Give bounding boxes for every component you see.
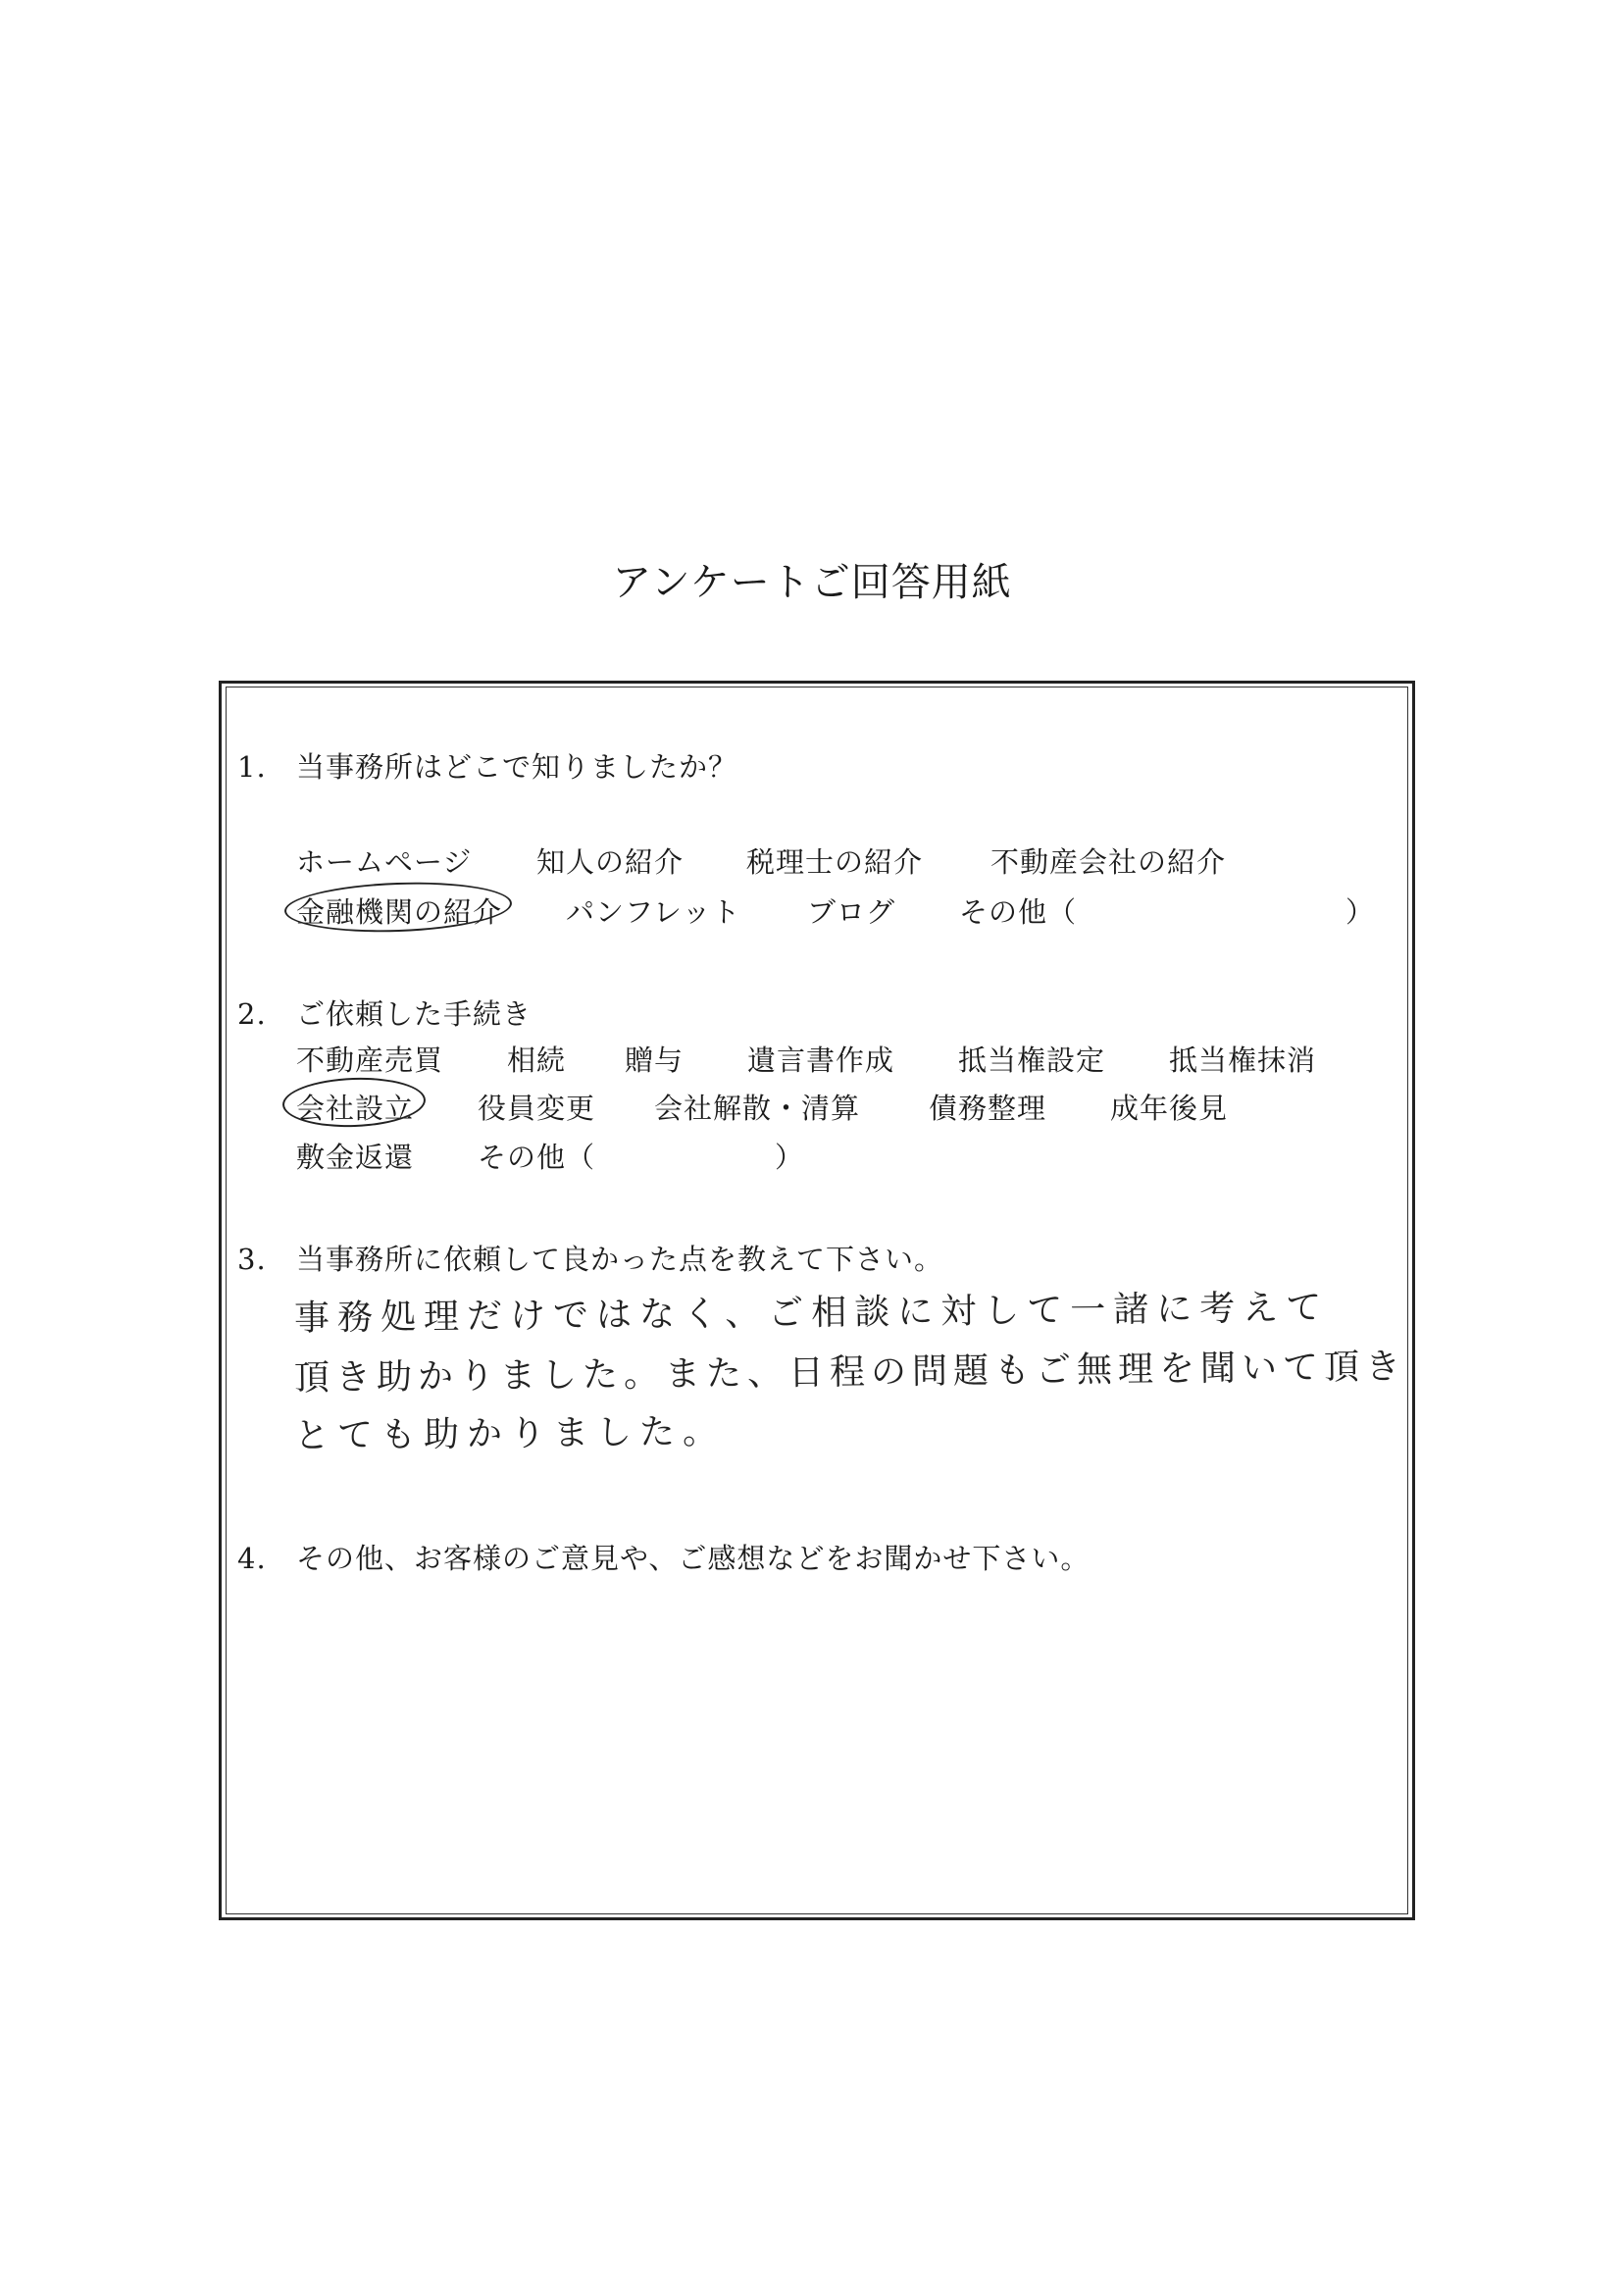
q2-option-debt-settlement[interactable]: 債務整理 [929, 1092, 1047, 1125]
q3-answer-line-1: 事務処理だけではなく、ご相談に対して一諸に考えて [293, 1287, 1330, 1339]
q2-option-dissolution[interactable]: 会社解散・清算 [654, 1092, 861, 1125]
question-3-text: 当事務所に依頼して良かった点を教えて下さい。 [296, 1243, 944, 1276]
q2-option-other[interactable]: その他（ [478, 1141, 596, 1174]
q2-option-inheritance[interactable]: 相続 [507, 1044, 567, 1077]
q1-option-acquaintance[interactable]: 知人の紹介 [536, 845, 685, 879]
q2-option-deposit-return[interactable]: 敷金返還 [296, 1141, 415, 1174]
q2-other-close: ） [775, 1141, 804, 1174]
question-2-text: ご依頼した手続き [296, 997, 533, 1031]
q2-option-officer-change[interactable]: 役員変更 [478, 1092, 596, 1125]
q2-option-mortgage-setting[interactable]: 抵当権設定 [958, 1044, 1106, 1077]
q1-option-pamphlet[interactable]: パンフレット [566, 895, 741, 929]
q2-option-gift[interactable]: 贈与 [625, 1044, 685, 1077]
q1-option-blog[interactable]: ブログ [807, 895, 896, 929]
q2-option-real-estate-sale[interactable]: 不動産売買 [296, 1044, 444, 1077]
q1-option-financial-institution[interactable]: 金融機関の紹介 [296, 895, 503, 929]
question-4-text: その他、お客様のご意見や、ご感想などをお聞かせ下さい。 [296, 1542, 1091, 1575]
q1-option-other[interactable]: その他（ [959, 895, 1078, 929]
q3-answer-line-2: 頂き助かりました。また、日程の問題もご無理を聞いて頂き [293, 1347, 1407, 1399]
question-2-number: 2. [237, 997, 267, 1031]
q2-option-company-establishment[interactable]: 会社設立 [296, 1092, 415, 1125]
question-4 [237, 1537, 1090, 1577]
question-2 [237, 993, 532, 1033]
q1-other-close: ） [1345, 895, 1375, 929]
q1-option-tax-accountant[interactable]: 税理士の紹介 [746, 845, 924, 879]
q2-option-will[interactable]: 遺言書作成 [747, 1044, 895, 1077]
q2-option-guardianship[interactable]: 成年後見 [1110, 1092, 1229, 1125]
q1-option-real-estate[interactable]: 不動産会社の紹介 [990, 845, 1227, 879]
question-3-number: 3. [237, 1243, 267, 1276]
q2-option-mortgage-cancel[interactable]: 抵当権抹消 [1169, 1044, 1317, 1077]
question-4-number: 4. [237, 1542, 267, 1575]
question-1-number: 1. [237, 750, 267, 784]
q1-option-homepage[interactable]: ホームページ [296, 845, 473, 879]
question-1-text: 当事務所はどこで知りましたか？ [296, 750, 738, 784]
q3-answer-line-3: とても助かりました。 [293, 1411, 727, 1456]
question-3 [237, 1238, 943, 1278]
question-1 [237, 745, 737, 786]
page-title: アンケートご回答用紙 [612, 560, 1012, 605]
